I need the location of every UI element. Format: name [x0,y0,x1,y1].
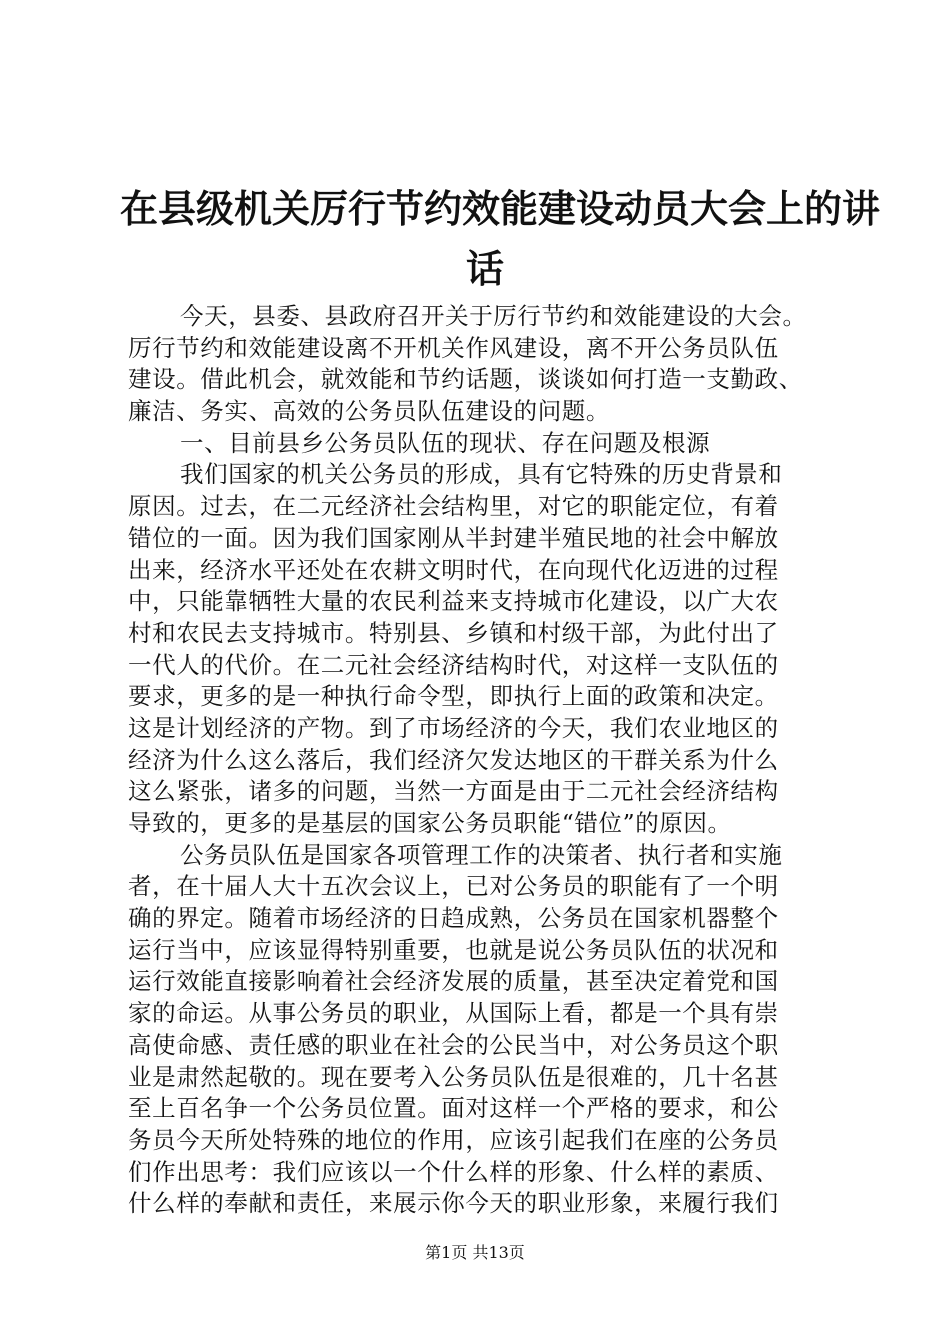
document-body [128,301,848,1220]
body-line: 者，在十届人大十五次会议上，已对公务员的职能有了一个明 [128,872,779,901]
body-line: 业是肃然起敬的。现在要考入公务员队伍是很难的，几十名甚 [128,1062,779,1091]
document-title-line-1: 在县级机关厉行节约效能建设动员大会上的讲 [120,186,881,231]
document-title-line-2: 话 [465,246,504,291]
body-line: 经济为什么这么落后，我们经济欠发达地区的干群关系为什么 [128,745,779,774]
page-number-footer: 第1页 共13页 [425,1243,525,1262]
body-line: 中，只能靠牺牲大量的农民利益来支持城市化建设，以广大农 [128,587,779,616]
body-line: 高使命感、责任感的职业在社会的公民当中，对公务员这个职 [128,1030,779,1059]
body-line: 我们国家的机关公务员的形成，具有它特殊的历史背景和 [180,460,783,489]
body-line: 出来，经济水平还处在农耕文明时代，在向现代化迈进的过程 [128,555,779,584]
body-line: 家的命运。从事公务员的职业，从国际上看，都是一个具有崇 [128,999,779,1028]
body-line: 村和农民去支持城市。特别县、乡镇和村级干部，为此付出了 [128,618,779,647]
body-line: 今天，县委、县政府召开关于厉行节约和效能建设的大会。 [180,302,807,330]
body-line: 运行效能直接影响着社会经济发展的质量，甚至决定着党和国 [128,967,779,996]
body-line: 廉洁、务实、高效的公务员队伍建设的问题。 [128,397,610,426]
body-line: 导致的，更多的是基层的国家公务员职能“错位”的原因。 [128,809,732,837]
body-line: 什么样的奉献和责任，来展示你今天的职业形象，来履行我们 [128,1189,779,1218]
body-line: 这么紧张，诸多的问题，当然一方面是由于二元社会经济结构 [128,777,779,806]
body-line: 这是计划经济的产物。到了市场经济的今天，我们农业地区的 [128,713,779,742]
body-line: 原因。过去，在二元经济社会结构里，对它的职能定位，有着 [128,492,779,521]
body-line: 要求，更多的是一种执行命令型，即执行上面的政策和决定。 [128,682,779,711]
body-line: 公务员队伍是国家各项管理工作的决策者、执行者和实施 [180,840,783,869]
body-line: 厉行节约和效能建设离不开机关作风建设，离不开公务员队伍 [128,333,779,362]
body-line: 运行当中，应该显得特别重要，也就是说公务员队伍的状况和 [128,935,779,964]
body-line: 错位的一面。因为我们国家刚从半封建半殖民地的社会中解放 [128,523,779,552]
body-line: 务员今天所处特殊的地位的作用，应该引起我们在座的公务员 [128,1125,779,1154]
body-line: 至上百名争一个公务员位置。面对这样一个严格的要求，和公 [128,1094,779,1123]
body-line: 一代人的代价。在二元社会经济结构时代，对这样一支队伍的 [128,650,779,679]
body-line: 确的界定。随着市场经济的日趋成熟，公务员在国家机器整个 [128,904,779,933]
section-heading: 一、目前县乡公务员队伍的现状、存在问题及根源 [180,428,711,457]
body-line: 建设。借此机会，就效能和节约话题，谈谈如何打造一支勤政、 [128,365,803,394]
body-line: 们作出思考：我们应该以一个什么样的形象、什么样的素质、 [128,1157,779,1186]
